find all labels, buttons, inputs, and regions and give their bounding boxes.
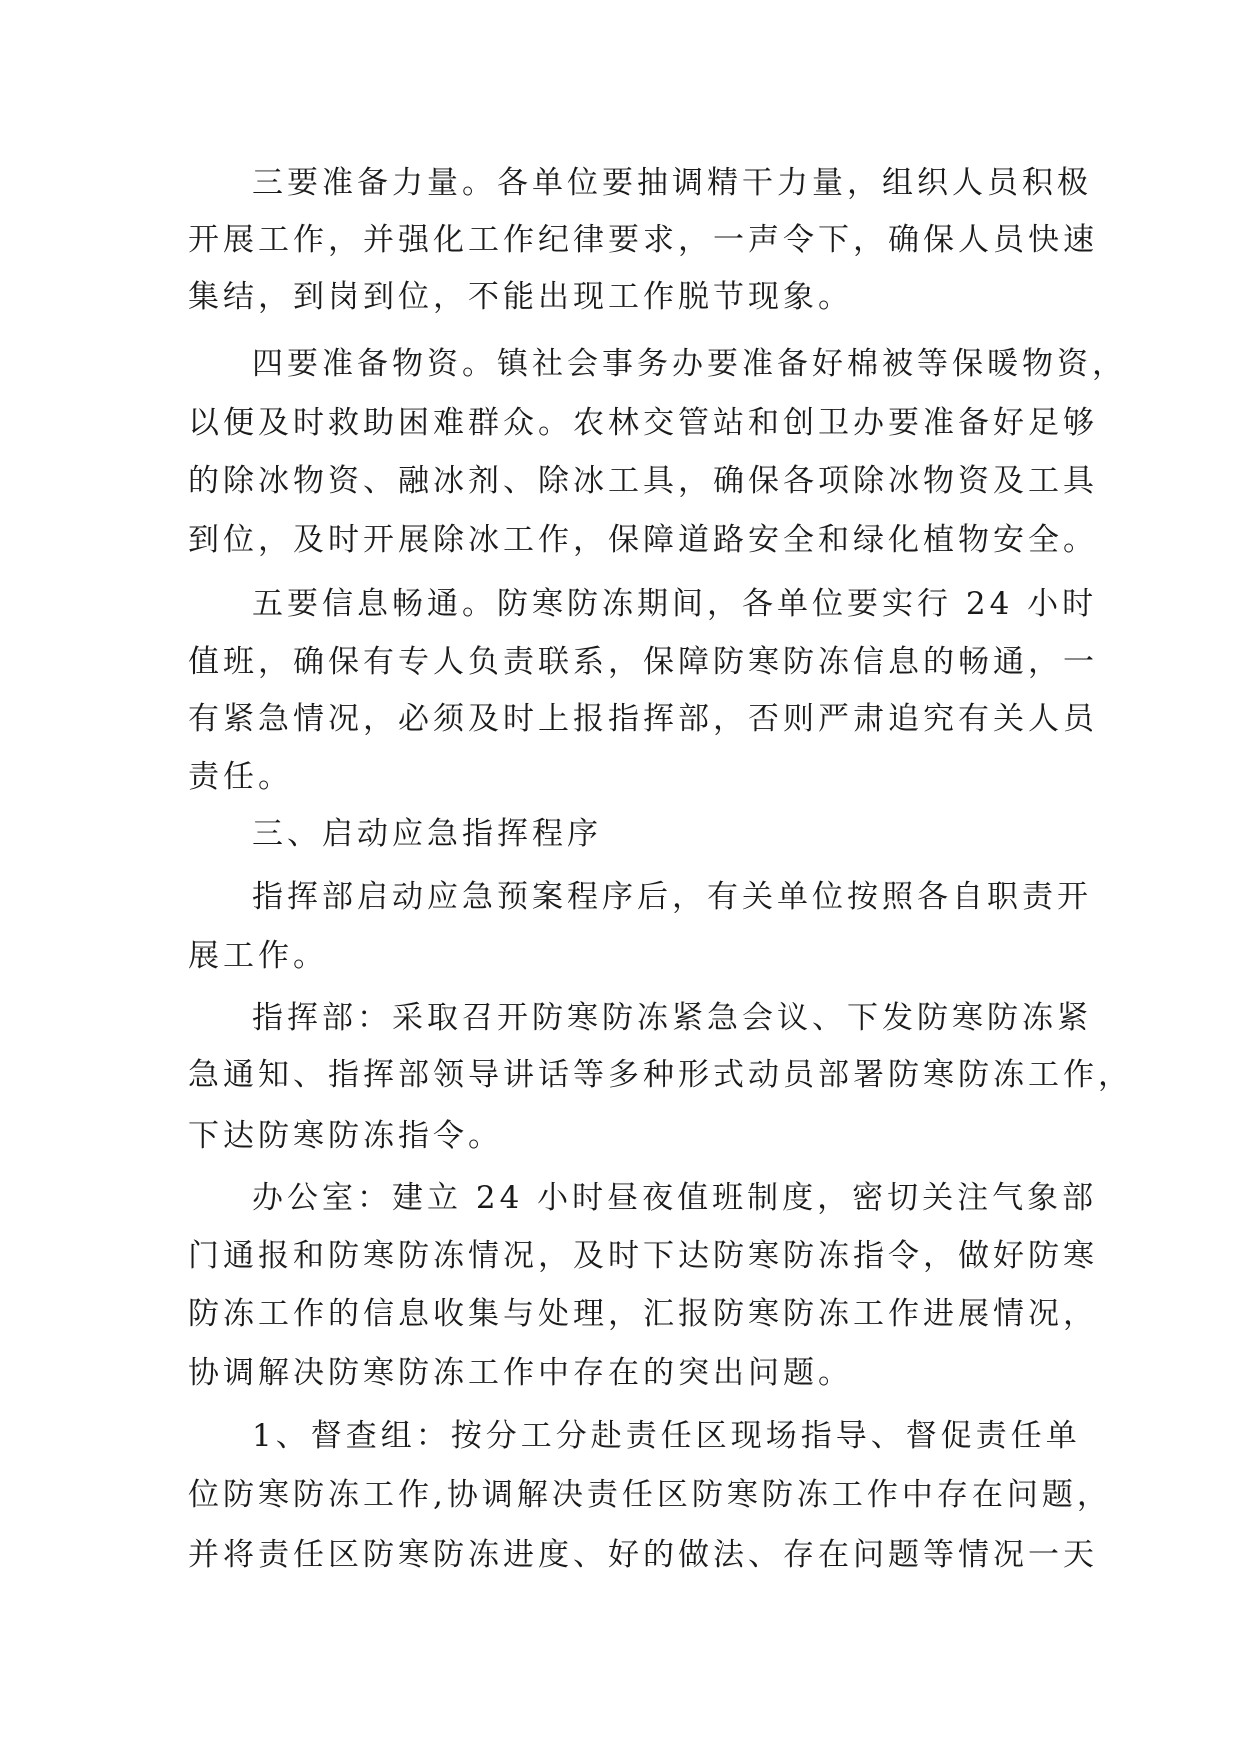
text-line: 位防寒防冻工作,协调解决责任区防寒防冻工作中存在问题， — [188, 1477, 1112, 1513]
text-line: 三要准备力量。各单位要抽调精干力量，组织人员积极 — [252, 165, 1092, 201]
text-line: 急通知、指挥部领导讲话等多种形式动员部署防寒防冻工作， — [188, 1057, 1133, 1093]
text-line: 协调解决防寒防冻工作中存在的突出问题。 — [188, 1355, 853, 1391]
text-line: 指挥部：采取召开防寒防冻紧急会议、下发防寒防冻紧 — [252, 1000, 1092, 1036]
section-heading: 三、启动应急指挥程序 — [252, 816, 602, 852]
text-line: 集结，到岗到位，不能出现工作脱节现象。 — [188, 279, 853, 315]
text-line: 办公室：建立 24 小时昼夜值班制度，密切关注气象部 — [252, 1180, 1098, 1216]
text-line: 门通报和防寒防冻情况，及时下达防寒防冻指令，做好防寒 — [188, 1238, 1098, 1274]
text-line: 有紧急情况，必须及时上报指挥部，否则严肃追究有关人员 — [188, 701, 1098, 737]
text-line: 指挥部启动应急预案程序后，有关单位按照各自职责开 — [252, 879, 1092, 915]
text-line: 责任。 — [188, 759, 293, 795]
text-line: 以便及时救助困难群众。农林交管站和创卫办要准备好足够 — [188, 405, 1098, 441]
text-line: 展工作。 — [188, 938, 328, 974]
text-line: 开展工作，并强化工作纪律要求，一声令下，确保人员快速 — [188, 222, 1098, 258]
text-line: 防冻工作的信息收集与处理，汇报防寒防冻工作进展情况， — [188, 1296, 1098, 1332]
text-line: 值班，确保有专人负责联系，保障防寒防冻信息的畅通，一 — [188, 644, 1098, 680]
text-line: 到位，及时开展除冰工作，保障道路安全和绿化植物安全。 — [188, 522, 1098, 558]
text-line: 四要准备物资。镇社会事务办要准备好棉被等保暖物资， — [252, 346, 1127, 382]
text-line: 1、督查组：按分工分赴责任区现场指导、督促责任单 — [252, 1418, 1081, 1454]
text-line: 并将责任区防寒防冻进度、好的做法、存在问题等情况一天 — [188, 1537, 1098, 1573]
text-line: 下达防寒防冻指令。 — [188, 1118, 503, 1154]
text-line: 的除冰物资、融冰剂、除冰工具，确保各项除冰物资及工具 — [188, 463, 1098, 499]
text-line: 五要信息畅通。防寒防冻期间，各单位要实行 24 小时 — [252, 586, 1098, 622]
